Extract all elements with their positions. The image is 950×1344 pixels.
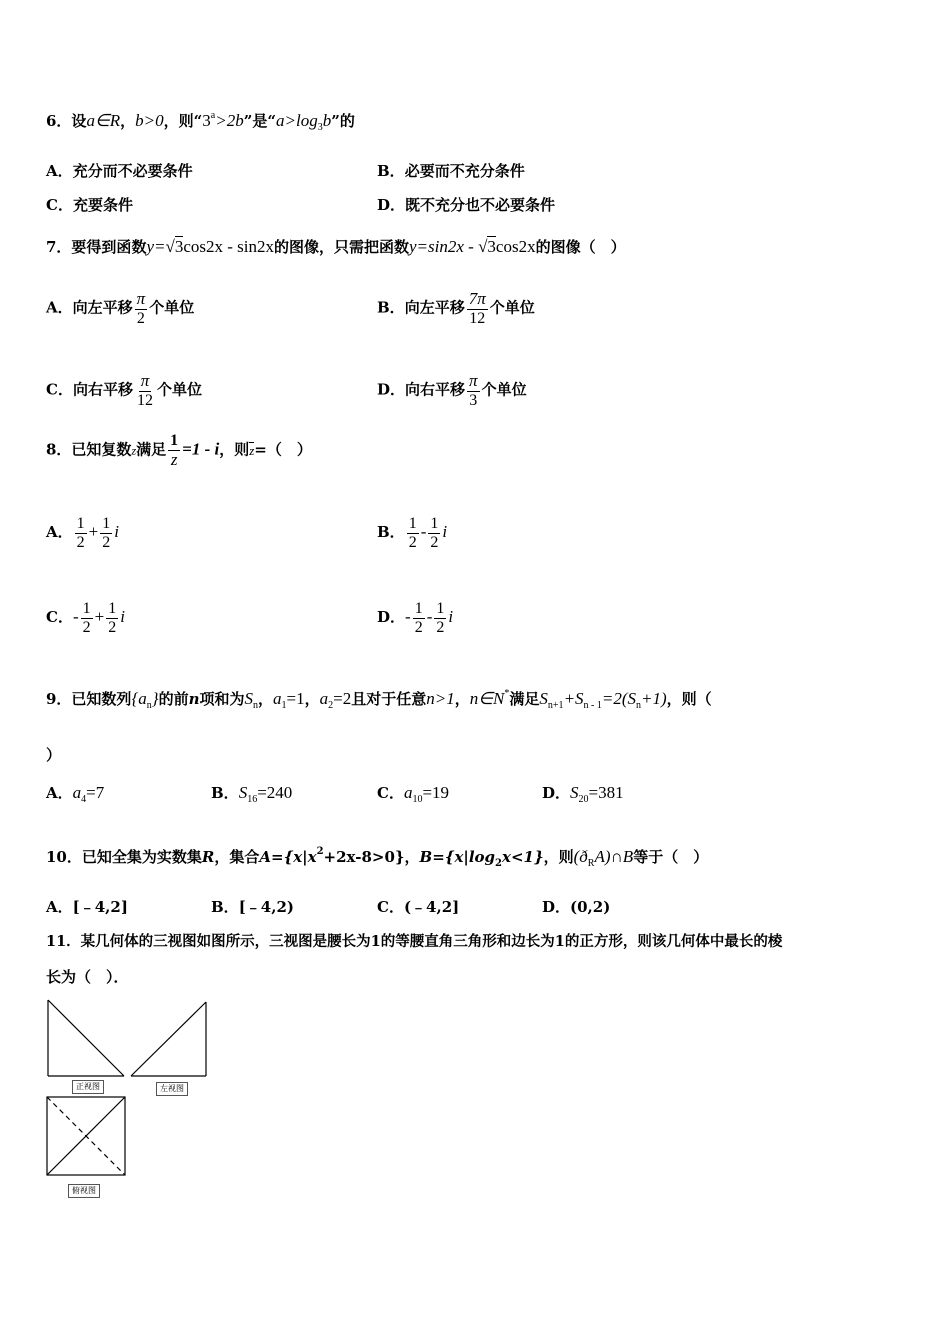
fraction: $\frac{1}{2}$ <box>430 515 439 551</box>
q6-option-d[interactable]: D．既不充分也不必要条件 <box>377 196 556 214</box>
q11-stem-line1: 11．某几何体的三视图如图所示，三视图是腰长为1的等腰直角三角形和边长为1的正方形，则该几何体中最长的棱 <box>46 933 783 950</box>
q8-option-c[interactable]: C．- $\frac{1}{2}$ + $\frac{1}{2}$ i <box>46 600 125 636</box>
q8-option-d[interactable]: D．- $\frac{1}{2}$ - $\frac{1}{2}$ i <box>377 600 454 636</box>
fraction: $\frac{\pi}{12}$ <box>136 371 153 409</box>
q7-option-c[interactable]: C．向右平移 $\frac{\pi}{12}$ 个单位 <box>46 371 202 409</box>
q7-option-a[interactable]: A．向左平移 $\frac{\pi}{2}$ 个单位 <box>46 289 195 327</box>
q9-option-d[interactable]: D．$S_{20}=381$ <box>542 783 624 805</box>
q10-stem: 10．已知全集为实数集R，集合$A=\{x|x^2+2x-8>0\}$，$B=\{x|\log_2x<1\}$，则$(ð_RA)\cap B$等于（ ） <box>46 846 709 869</box>
q9-option-c[interactable]: C．$a_{10}=19$ <box>377 783 450 805</box>
fraction: $\frac{1}{z}$ <box>170 432 179 469</box>
q6-option-a[interactable]: A．充分而不必要条件 <box>46 162 193 180</box>
q10-option-a[interactable]: A．[﹣4,2] <box>46 898 128 916</box>
front-view-caption: 正视图 <box>72 1080 104 1094</box>
q9-stem: 9．已知数列$\{a_n\}$的前n项和为$S_n$，$a_1=1$，$a_2=2$且对于任意n>1，n∈N*满足$S_{n+1}+S_{n - 1}=2(S_n+1)$，则（ <box>46 688 712 711</box>
q9-stem-close: ） <box>46 746 62 764</box>
q7-option-b[interactable]: B．向左平移 $\frac{7\pi}{12}$ 个单位 <box>377 289 535 327</box>
fraction: $\frac{7\pi}{12}$ <box>468 289 486 327</box>
q10-option-b[interactable]: B．[﹣4,2) <box>211 898 294 916</box>
fraction: $\frac{1}{2}$ <box>102 515 111 551</box>
q7-option-d[interactable]: D．向右平移 $\frac{\pi}{3}$ 个单位 <box>377 371 527 409</box>
q6-option-c[interactable]: C．充要条件 <box>46 196 133 214</box>
fraction: $\frac{1}{2}$ <box>82 600 91 636</box>
q8-option-a[interactable]: A． $\frac{1}{2}$ + $\frac{1}{2}$ i <box>46 515 119 551</box>
q8-option-b[interactable]: B． $\frac{1}{2}$ - $\frac{1}{2}$ i <box>377 515 448 551</box>
q11-stem-line2: 长为（ ）． <box>46 968 129 986</box>
fraction: $\frac{\pi}{3}$ <box>469 371 478 409</box>
fraction: $\frac{1}{2}$ <box>436 600 445 636</box>
q6-stem: 6．设a∈R，b>0，则“$3^a>2b$”是“$a>\log_3b$”的 <box>46 110 355 133</box>
q9-option-a[interactable]: A．$a_4=7$ <box>46 783 105 805</box>
fraction: $\frac{1}{2}$ <box>76 515 85 551</box>
fraction: $\frac{1}{2}$ <box>108 600 117 636</box>
fraction: $\frac{\pi}{2}$ <box>136 289 146 327</box>
fraction: $\frac{1}{2}$ <box>414 600 423 636</box>
side-view <box>131 1002 206 1076</box>
front-view <box>48 1000 124 1076</box>
top-view-caption: 俯视图 <box>68 1184 100 1198</box>
q7-stem: 7．要得到函数y=√3cos2x - sin2x的图像，只需把函数y=sin2x - √3cos2x的图像（ ） <box>46 237 626 256</box>
q9-option-b[interactable]: B．$S_{16}=240$ <box>211 783 293 805</box>
q8-stem: 8．已知复数z满足 $\frac{1}{z}$ =1 - i，则z=（ ） <box>46 432 312 469</box>
fraction: $\frac{1}{2}$ <box>408 515 417 551</box>
side-view-caption: 左视图 <box>156 1082 188 1096</box>
q10-option-d[interactable]: D．(0,2) <box>542 898 611 916</box>
q6-option-b[interactable]: B．必要而不充分条件 <box>377 162 525 180</box>
q10-option-c[interactable]: C．(﹣4,2] <box>377 898 460 916</box>
top-view <box>47 1097 125 1175</box>
